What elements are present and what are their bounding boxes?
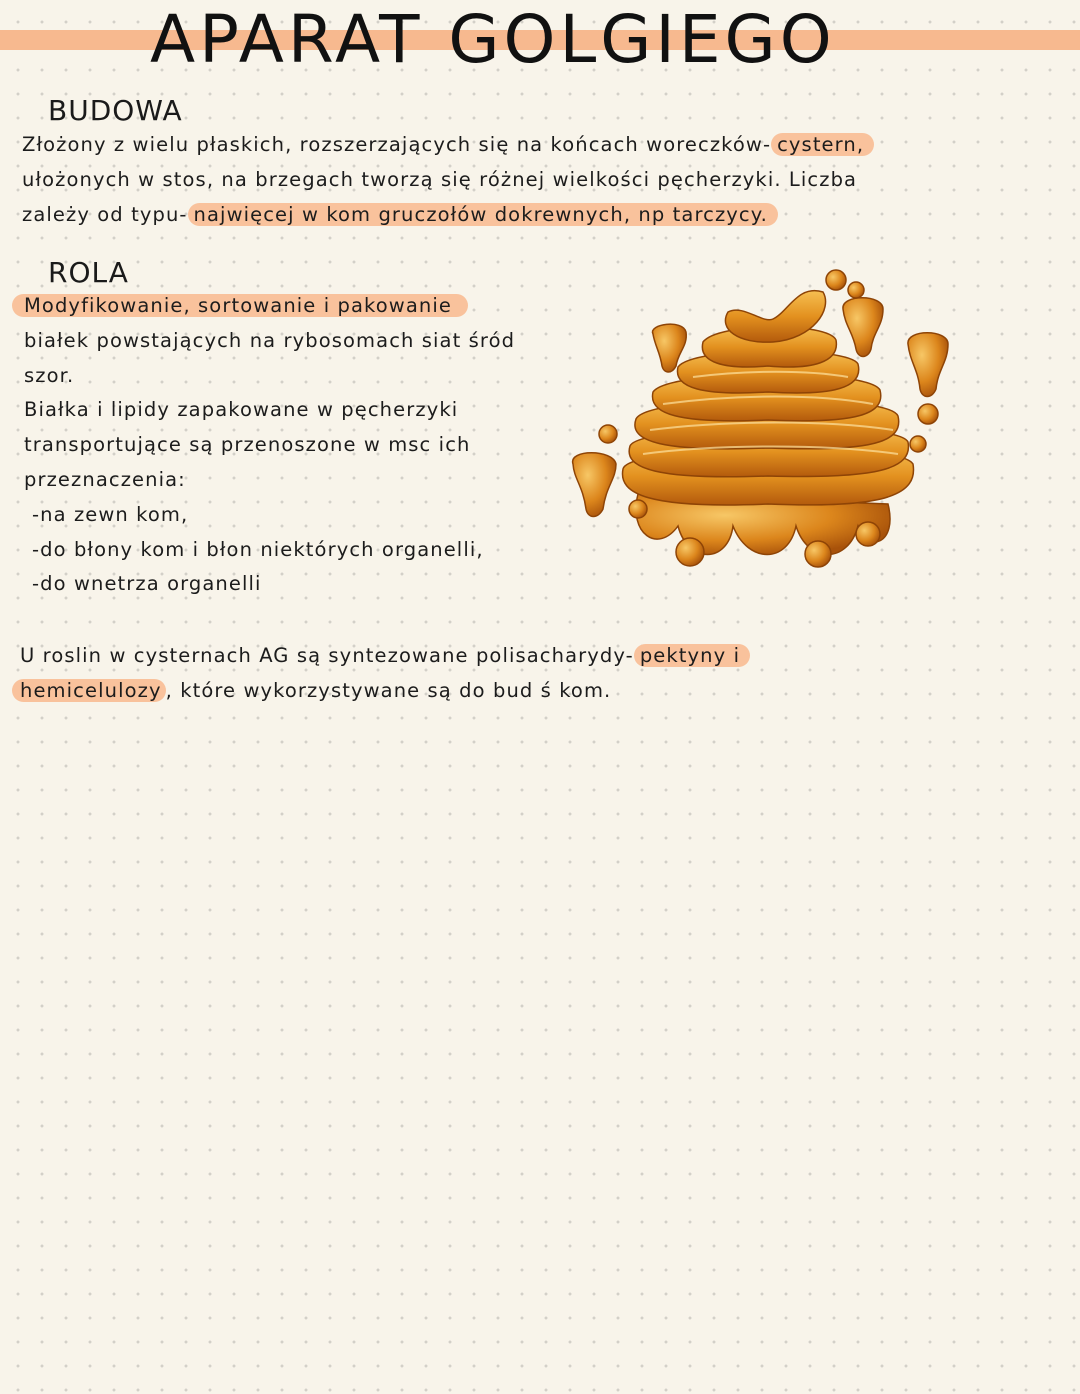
rosliny-line-2-text: , które wykorzystywane są do bud ś kom. xyxy=(165,679,612,702)
highlight-hemicelulozy: hemicelulozy xyxy=(12,679,166,702)
rosliny-line-2 xyxy=(12,676,611,706)
golgi-apparatus-illustration xyxy=(568,264,958,574)
rola-bullet-1: -na zewn kom, xyxy=(32,503,189,526)
rola-line-2: białek powstających na rybosomach siat śród xyxy=(24,329,516,352)
rola-line-1 xyxy=(12,291,468,321)
highlight-pektyny: pektyny i xyxy=(634,644,750,667)
budowa-line-1 xyxy=(22,130,874,160)
budowa-line-3-text: zależy od typu- xyxy=(22,203,188,226)
rola-line-6: przeznaczenia: xyxy=(24,468,186,491)
rola-line-5: transportujące są przenoszone w msc ich xyxy=(24,433,471,456)
rola-bullet-3: -do wnetrza organelli xyxy=(32,572,262,595)
budowa-line-3 xyxy=(22,200,778,230)
page-title: APARAT GOLGIEGO xyxy=(150,1,836,78)
rola-bullet-2: -do błony kom i błon niektórych organelli, xyxy=(32,538,484,561)
rola-line-3: szor. xyxy=(24,364,75,387)
highlight-cystern: cystern, xyxy=(771,133,874,156)
rosliny-line-1 xyxy=(20,641,750,671)
rosliny-line-1-text: U roslin w cysternach AG są syntezowane polisacharydy- xyxy=(20,644,634,667)
highlight-najwiecej: najwięcej w kom gruczołów dokrewnych, np tarczycy. xyxy=(188,203,778,226)
budowa-line-2: ułożonych w stos, na brzegach tworzą się różnej wielkości pęcherzyki. Liczba xyxy=(22,168,858,191)
budowa-line-1-text: Złożony z wielu płaskich, rozszerzających się na końcach woreczków- xyxy=(22,133,772,156)
rola-line-4: Białka i lipidy zapakowane w pęcherzyki xyxy=(24,398,459,421)
highlight-modyfikowanie: Modyfikowanie, sortowanie i pakowanie xyxy=(12,294,468,317)
section-heading-rola: ROLA xyxy=(48,256,129,289)
section-heading-budowa: BUDOWA xyxy=(48,94,183,127)
